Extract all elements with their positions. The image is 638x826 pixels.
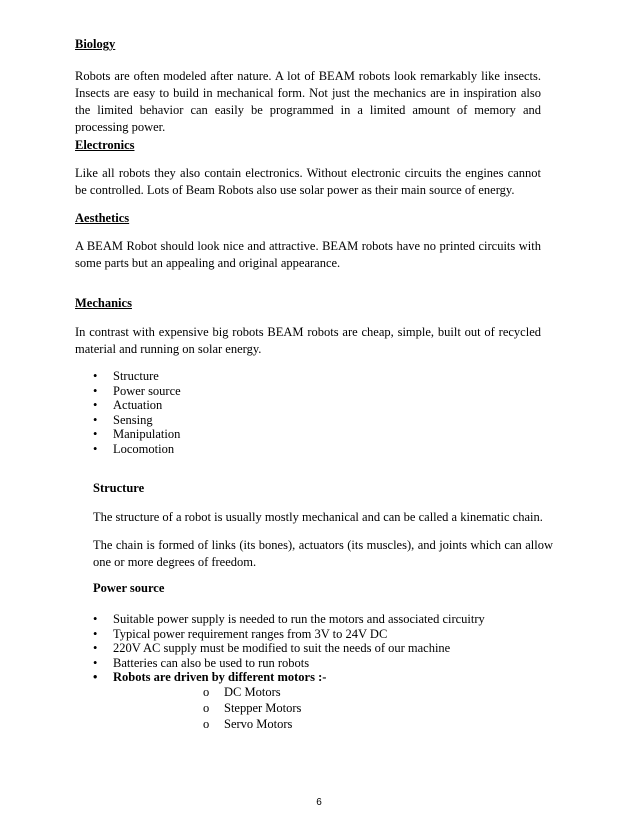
- list-item: • Structure: [93, 369, 159, 383]
- bullet-icon: •: [93, 412, 98, 427]
- bullet-icon: •: [93, 427, 98, 441]
- bullet-icon: •: [93, 398, 98, 412]
- list-item: • 220V AC supply must be modified to suit the needs of our machine: [93, 641, 451, 655]
- list-item: • Actuation: [93, 398, 163, 412]
- list-item: o Stepper Motors: [203, 701, 302, 715]
- list-item: • Locomotion: [93, 441, 175, 456]
- heading-biology: Biology: [75, 37, 116, 51]
- circle-bullet-icon: o: [203, 685, 210, 699]
- list-item: • Typical power requirement ranges from 3V to 24V DC: [93, 626, 388, 641]
- bullet-icon: •: [93, 441, 98, 456]
- heading-structure: Structure: [93, 481, 145, 495]
- bullet-icon: •: [93, 670, 98, 684]
- list-item: • Power source: [93, 383, 181, 398]
- paragraph-mechanics: In contrast with expensive big robots BEAM robots are cheap, simple, built out of recycled material and running on solar energy.: [75, 325, 541, 356]
- paragraph-electronics: Like all robots they also contain electronics. Without electronic circuits the engines cannot be controlled. Lots of Beam Robots also use solar power as their main source of energy.: [75, 166, 541, 197]
- list-item: o DC Motors: [203, 685, 281, 699]
- list-item: • Robots are driven by different motors :-: [93, 670, 327, 684]
- list-item: • Sensing: [93, 412, 153, 427]
- paragraph-biology: Robots are often modeled after nature. A lot of BEAM robots look remarkably like insects. Insects are easy to build in mechanical form. Not just the mechanics are in inspiration also the limited behavior can easily be programmed in a limited amount of memory and processing power.: [75, 69, 541, 134]
- bullet-icon: •: [93, 369, 98, 383]
- motor-types-list: [203, 684, 301, 732]
- heading-aesthetics: Aesthetics: [75, 211, 130, 225]
- power-source-bullet-list: [93, 612, 485, 685]
- bullet-icon: •: [93, 655, 98, 670]
- bullet-icon: •: [93, 612, 98, 626]
- mechanics-bullet-list: [93, 369, 181, 456]
- list-item: o Servo Motors: [203, 717, 293, 731]
- paragraph-structure-2: The chain is formed of links (its bones), actuators (its muscles), and joints which can allow one or more degrees of freedom.: [93, 538, 553, 569]
- circle-bullet-icon: o: [203, 701, 210, 715]
- bullet-icon: •: [93, 626, 98, 641]
- page-number: 6: [316, 797, 322, 808]
- list-item: • Suitable power supply is needed to run the motors and associated circuitry: [93, 612, 485, 626]
- list-item: • Manipulation: [93, 427, 181, 441]
- heading-power-source: Power source: [93, 581, 165, 595]
- heading-electronics: Electronics: [75, 138, 135, 152]
- list-item: • Batteries can also be used to run robots: [93, 655, 310, 670]
- paragraph-aesthetics: A BEAM Robot should look nice and attractive. BEAM robots have no printed circuits with some parts but an appealing and original appearance.: [75, 239, 541, 270]
- heading-mechanics: Mechanics: [75, 296, 132, 310]
- bullet-icon: •: [93, 383, 98, 398]
- bullet-icon: •: [93, 641, 98, 655]
- circle-bullet-icon: o: [203, 717, 210, 731]
- paragraph-structure-1: The structure of a robot is usually mostly mechanical and can be called a kinematic chain.: [93, 510, 543, 524]
